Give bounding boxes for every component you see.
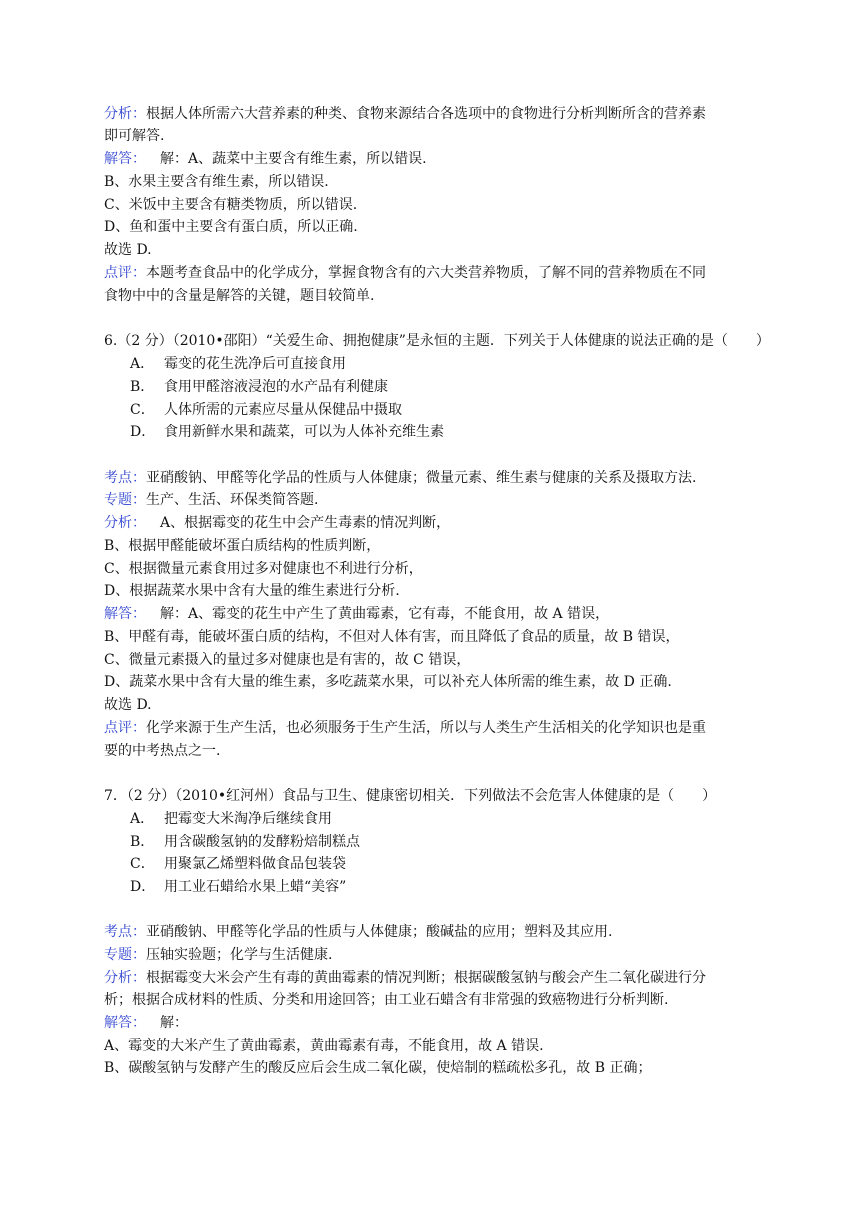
q6-stem: 6.（2 分）（2010•邵阳）“关爱生命、拥抱健康”是永恒的主题．下列关于人体健康的说法正确的是（ ） [104, 333, 770, 349]
topic-label: 专题： [104, 947, 146, 963]
q6-analysis-line-2: B、根据甲醛能破坏蛋白质结构的性质判断， [104, 538, 381, 554]
q6-topic-line [104, 490, 318, 510]
q7-option-c-text: 用聚氯乙烯塑料做食品包装袋 [164, 856, 346, 872]
q7-answer-text: 解： [160, 1015, 188, 1031]
q7-answer-line-0 [104, 1013, 188, 1033]
point-label: 考点： [104, 470, 146, 486]
analysis-label: 分析： [104, 515, 146, 531]
q6-answer-line-2: B、甲醛有毒，能破坏蛋白质的结构，不但对人体有害，而且降低了食品的质量，故 B 错误， [104, 629, 680, 645]
q6-analysis-text: A、根据霉变的花生中会产生毒素的情况判断， [160, 515, 451, 531]
q5-answer-line-4: D、鱼和蛋中主要含有蛋白质，所以正确. [104, 219, 358, 235]
q6-option-c-text: 人体所需的元素应尽量从保健品中摄取 [164, 402, 402, 418]
q6-option-b-text: 食用甲醛溶液浸泡的水产品有利健康 [164, 379, 388, 395]
q7-option-b-letter: B． [130, 834, 155, 850]
analysis-label: 分析： [104, 970, 146, 986]
q7-stem: 7．（2 分）（2010•红河州）食品与卫生、健康密切相关．下列做法不会危害人体健康的是（ ） [104, 788, 717, 804]
q6-option-b-letter: B． [130, 379, 155, 395]
q5-answer-text: 解：A、蔬菜中主要含有维生素，所以错误. [160, 151, 427, 167]
q6-comment-text: 化学来源于生产生活，也必须服务于生产生活，所以与人类生产生活相关的化学知识也是重 [146, 720, 706, 736]
answer-label: 解答： [104, 606, 146, 622]
q6-analysis-line-1 [104, 513, 450, 533]
q7-option-a-letter: A． [130, 811, 155, 827]
q5-answer-line-5: 故选 D. [104, 242, 152, 258]
q5-analysis-line-1 [104, 104, 706, 124]
q6-point-line [104, 468, 696, 488]
q6-topic-text: 生产、生活、环保类简答题. [146, 492, 319, 508]
q7-option-b-text: 用含碳酸氢钠的发酵粉焙制糕点 [164, 834, 360, 850]
q7-option-d-letter: D． [130, 879, 156, 895]
q5-answer-line-3: C、米饭中主要含有糖类物质，所以错误. [104, 197, 358, 213]
q6-analysis-line-4: D、根据蔬菜水果中含有大量的维生素进行分析. [104, 583, 400, 599]
q6-answer-line-5: 故选 D. [104, 697, 152, 713]
answer-label: 解答： [104, 1015, 146, 1031]
comment-label: 点评： [104, 265, 146, 281]
q7-answer-line-2: B、碳酸氢钠与发酵产生的酸反应后会生成二氧化碳，使焙制的糕疏松多孔，故 B 正确； [104, 1060, 652, 1076]
q6-comment-line-1 [104, 718, 706, 738]
q6-answer-line-4: D、蔬菜水果中含有大量的维生素，多吃蔬菜水果，可以补充人体所需的维生素，故 D 正确. [104, 674, 672, 690]
q5-answer-line-1 [104, 149, 427, 169]
q6-comment-line-2: 要的中考热点之一. [104, 743, 221, 759]
q6-option-c-letter: C． [130, 402, 155, 418]
q5-analysis-line-2: 即可解答. [104, 128, 165, 144]
q6-point-text: 亚硝酸钠、甲醛等化学品的性质与人体健康；微量元素、维生素与健康的关系及摄取方法. [146, 470, 697, 486]
q5-comment-text: 本题考查食品中的化学成分，掌握食物含有的六大类营养物质，了解不同的营养物质在不同 [146, 265, 706, 281]
analysis-label: 分析： [104, 106, 146, 122]
comment-label: 点评： [104, 720, 146, 736]
q7-analysis-line-2: 析；根据合成材料的性质、分类和用途回答；由工业石蜡含有非常强的致癌物进行分析判断. [104, 992, 669, 1008]
q7-answer-line-1: A、霉变的大米产生了黄曲霉素，黄曲霉素有毒，不能食用，故 A 错误. [104, 1038, 544, 1054]
q6-answer-text: 解：A、霉变的花生中产生了黄曲霉素，它有毒，不能食用，故 A 错误， [160, 606, 610, 622]
q6-option-a-letter: A． [130, 356, 155, 372]
q7-option-c-letter: C． [130, 856, 155, 872]
q7-analysis-text: 根据霉变大米会产生有毒的黄曲霉素的情况判断；根据碳酸氢钠与酸会产生二氧化碳进行分 [146, 970, 706, 986]
q5-comment-line-1 [104, 263, 706, 283]
q5-answer-line-2: B、水果主要含有维生素，所以错误. [104, 174, 329, 190]
q7-option-d-text: 用工业石蜡给水果上蜡“美容” [164, 879, 347, 895]
answer-label: 解答： [104, 151, 146, 167]
q7-topic-line [104, 945, 332, 965]
point-label: 考点： [104, 924, 146, 940]
q5-analysis-text: 根据人体所需六大营养素的种类、食物来源结合各选项中的食物进行分析判断所含的营养素 [146, 106, 706, 122]
q6-option-d-letter: D． [130, 424, 156, 440]
q7-point-line [104, 922, 612, 942]
q7-point-text: 亚硝酸钠、甲醛等化学品的性质与人体健康；酸碱盐的应用；塑料及其应用. [146, 924, 613, 940]
q7-analysis-line-1 [104, 968, 706, 988]
q6-analysis-line-3: C、根据微量元素食用过多对健康也不利进行分析， [104, 561, 423, 577]
q6-answer-line-1 [104, 604, 609, 624]
q6-answer-line-3: C、微量元素摄入的量过多对健康也是有害的，故 C 错误， [104, 652, 471, 668]
topic-label: 专题： [104, 492, 146, 508]
q6-option-a-text: 霉变的花生洗净后可直接食用 [164, 356, 346, 372]
q5-comment-line-2: 食物中中的含量是解答的关键，题目较简单. [104, 288, 375, 304]
q6-option-d-text: 食用新鲜水果和蔬菜，可以为人体补充维生素 [164, 424, 444, 440]
q7-option-a-text: 把霉变大米淘净后继续食用 [164, 811, 332, 827]
q7-topic-text: 压轴实验题；化学与生活健康. [146, 947, 333, 963]
